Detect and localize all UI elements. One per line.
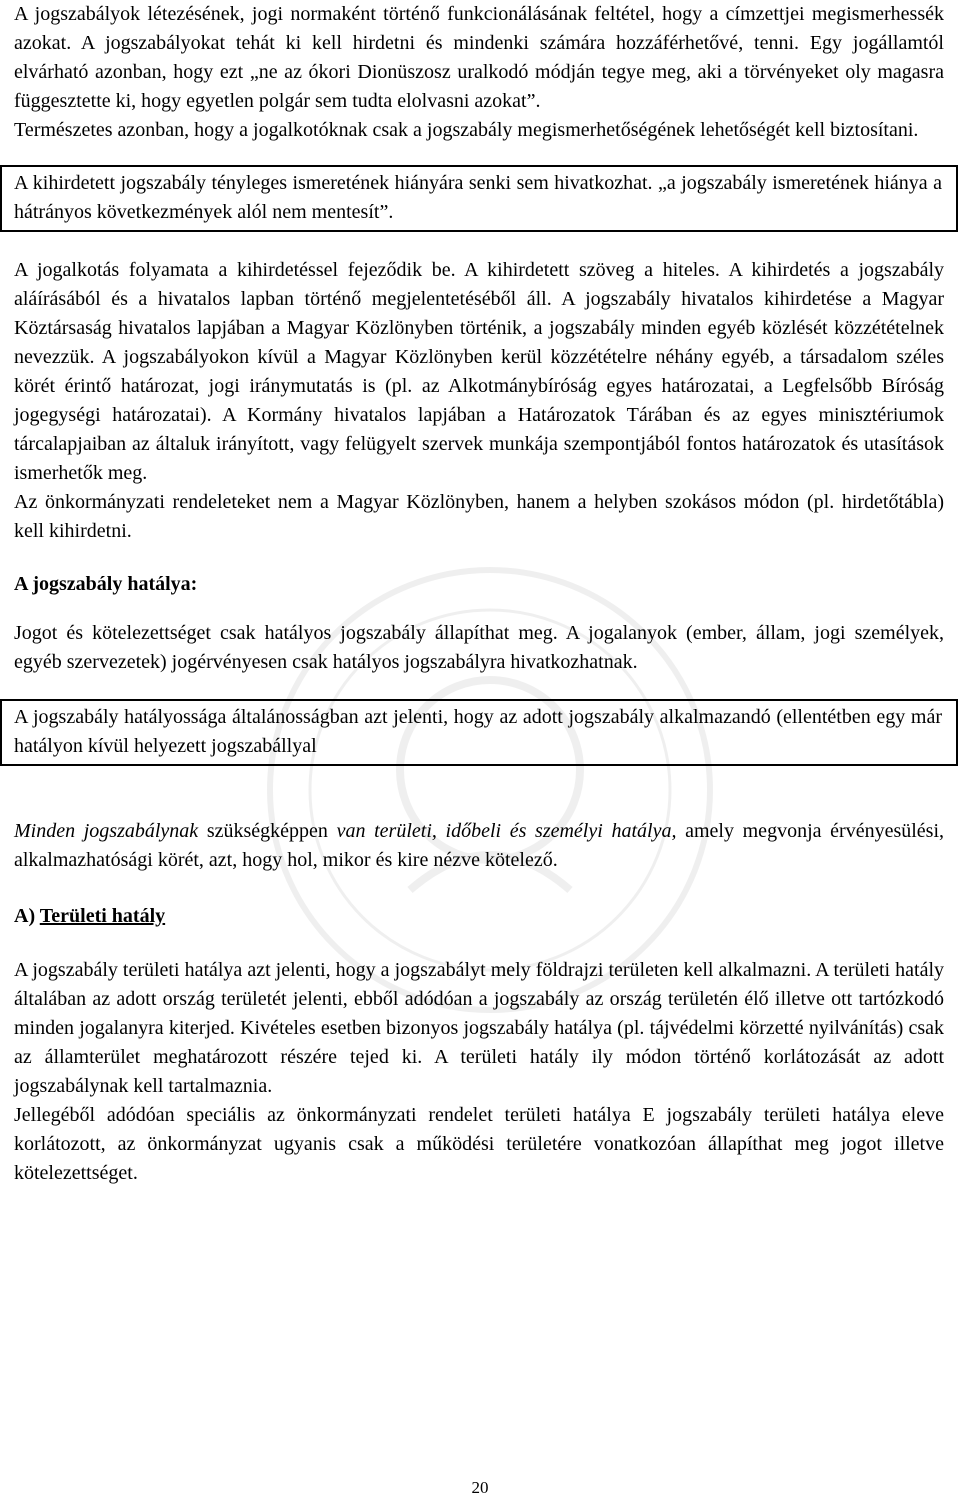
page-number: 20 <box>471 1478 489 1497</box>
text-necessarily: szükségképpen <box>198 820 337 842</box>
paragraph-publication-requirement: A jogszabályok létezésének, jogi normaként történő funkcionálásának feltétel, hogy a címzettjei megismerhessék azokat. A jogszabályokat tehát ki kell hirdetni és mindenki számára hozzáférhetővé, tenni. Egy jogállamtól elvárható azonban, hogy ezt „ne az ókori Dionüszosz uralkodó módján tegye meg, aki a törvényeket oly magasra függesztette ki, hogy egyetlen polgár sem tudta elolvasni azokat”. <box>14 3 944 112</box>
heading-territorial-scope <box>14 902 944 931</box>
heading-scope-of-law: A jogszabály hatálya: <box>14 573 198 595</box>
italic-scope-types: van területi, időbeli és személyi hatálya, <box>336 820 677 842</box>
boxed-effectiveness: A jogszabály hatályossága általánosságban azt jelenti, hogy az adott jogszabály alkalmazandó (ellentétben egy már hatályon kívül helyezett jogszabállyal <box>0 699 958 766</box>
heading-title: Területi hatály <box>39 905 166 927</box>
paragraph-promulgation: A jogalkotás folyamata a kihirdetéssel fejeződik be. A kihirdetett szöveg a hiteles. A kihirdetés a jogszabály aláírásából és a hivatalos lapban történő megjelentetéséből áll. A jogszabály hivatalos kihirdetése a Magyar Köztársaság hivatalos lapjában a Magyar Közlönyben történik, a jogszabály minden egyéb közlését közzétételnek nevezzük. A jogszabályokon kívül a Magyar Közlönyben kerül közzétételre néhány egyéb, a társadalom széles körét érintő határozat, jogi iránymutatás is (pl. az Alkotmánybíróság egyes határozatai, a Legfelsőbb Bíróság jogegységi határozatai). A Kormány hivatalos lapjában a Határozatok Tárában és az egyes minisztériumok tárcalapjaiban az általuk irányított, vagy felügyelt szervek munkája szempontjából fontos határozatok és utasítások ismerhetők meg. <box>14 259 944 484</box>
paragraph-knowability: Természetes azonban, hogy a jogalkotóknak csak a jogszabály megismerhetőségének lehetőségét kell biztosítani. <box>14 119 919 141</box>
paragraph-territorial-scope: A jogszabály területi hatálya azt jelenti, hogy a jogszabályt mely földrajzi területen kell alkalmazni. A területi hatály általában az adott ország területét jelenti, ebből adódóan a jogszabály az ország területén élő illetve ott tartózkodó minden jogalanyra kiterjed. Kivételes esetben bizonyos jogszabály hatálya (pl. tájvédelmi körzetté nyilvánítás) csak az államterület meghatározott részére tejed ki. A területi hatály ily módon történő korlátozását az adott jogszabálynak kell tartalmaznia. <box>14 959 944 1097</box>
heading-prefix: A) <box>14 905 36 927</box>
text-scope-definition: amely megvonja érvényesülési, alkalmazhatósági körét, azt, hogy hol, mikor és kire nézve kötelező. <box>14 820 944 871</box>
paragraph-validity: Jogot és kötelezettséget csak hatályos jogszabály állapíthat meg. A jogalanyok (ember, állam, jogi személyek, egyéb szervezetek) jogérvényesen csak hatályos jogszabályra hivatkozhatnak. <box>14 622 944 673</box>
document-page <box>14 0 944 1188</box>
italic-every-law: Minden jogszabálynak <box>14 820 199 842</box>
paragraph-local-scope: Jellegéből adódóan speciális az önkormányzati rendelet területi hatálya E jogszabály területi hatálya eleve korlátozott, az önkormányzat ugyanis csak a működési területére vonatkozóan állapíthat meg jogot illetve kötelezettséget. <box>14 1104 944 1184</box>
paragraph-scopes <box>14 817 944 875</box>
paragraph-local-decrees: Az önkormányzati rendeleteket nem a Magyar Közlönyben, hanem a helyben szokásos módon (pl. hirdetőtábla) kell kihirdetni. <box>14 491 944 542</box>
boxed-ignorance-of-law: A kihirdetett jogszabály tényleges ismeretének hiányára senki sem hivatkozhat. „a jogszabály ismeretének hiánya a hátrányos következmények alól nem mentesít”. <box>0 165 958 232</box>
